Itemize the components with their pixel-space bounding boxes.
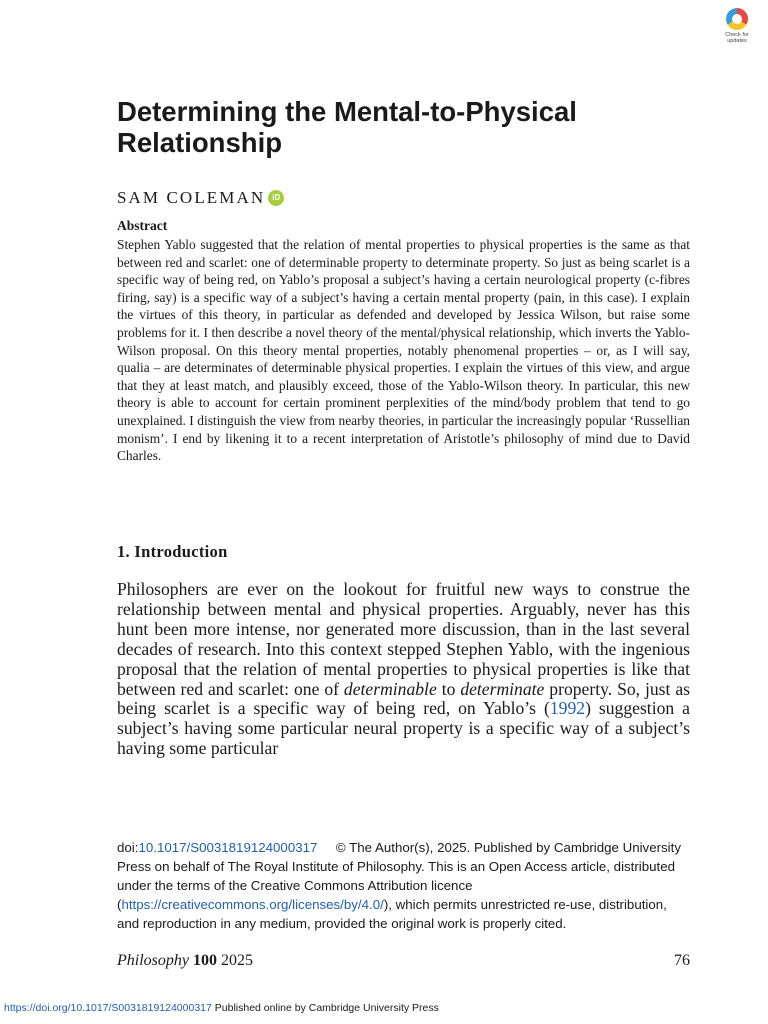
introduction-paragraph <box>117 580 690 759</box>
check-for-updates-label <box>717 32 757 44</box>
published-online-bar <box>4 1002 439 1014</box>
intro-text-3: property. So, just as being scarlet is a specific way of being red, on Yablo’s ( <box>117 678 690 719</box>
abstract-heading: Abstract <box>117 218 168 233</box>
doi-url-link[interactable]: https://doi.org/10.1017/S0031819124000317 <box>4 1002 212 1014</box>
intro-text-1: Philosophers are ever on the lookout for fruitful new ways to construe the relationship between mental and physical properties. Arguably, never has this hunt been more intense, nor generated more discussion, than in the last several decades of research. Into this context stepped Stephen Yablo, with the ingenious proposal that the relation of mental properties to physical properties is like that between red and scarlet: one of <box>117 579 690 699</box>
author-line <box>117 188 284 208</box>
paper-title: Determining the Mental-to-Physical Relationship <box>117 96 577 158</box>
check-for-updates-icon <box>726 8 748 30</box>
doi-prefix: doi: <box>117 840 139 855</box>
journal-year: 2025 <box>221 952 253 969</box>
section-heading-introduction: 1. Introduction <box>117 542 228 561</box>
citation-link-1992[interactable]: 1992 <box>549 698 586 719</box>
published-online-text: Published online by Cambridge University Press <box>211 1002 439 1014</box>
journal-volume: 100 <box>193 952 217 969</box>
check-for-updates-line2: updates <box>727 38 747 44</box>
author-name[interactable]: SAM COLEMAN <box>117 188 266 207</box>
journal-info <box>117 952 253 970</box>
intro-text-4: ) suggestion a subject’s having some particular neural property is a specific way of a subject’s having some particular <box>117 698 690 759</box>
check-for-updates-line1: Check for <box>725 32 749 38</box>
license-link[interactable]: https://creativecommons.org/licenses/by/4.0/ <box>121 897 384 912</box>
journal-citation-line <box>117 952 690 970</box>
abstract-text: Stephen Yablo suggested that the relation of mental properties to physical properties is the same as that between red and scarlet: one of determinable property to determinate property. So just as being scarlet is a specific way of being red, on Yablo’s proposal a subject’s having a certain neurological property (c-fibres firing, say) is a specific way of a subject’s having a certain mental property (pain, in this case). I explain the virtues of this theory, in particular as defended and developed by Jessica Wilson, but raise some problems for it. I then describe a novel theory of the mental/physical relationship, which inverts the Yablo-Wilson proposal. On this theory mental properties, notably phenomenal properties – or, as I will say, qualia – are determinates of determinable physical properties. I explain the virtues of this view, and argue that they at least match, and plausibly exceed, those of the Yablo-Wilson theory. In particular, this new theory is able to account for certain prominent perplexities of the mind/body problem that tend to go unexplained. I distinguish the view from nearby theories, in particular the increasingly popular ‘Russellian monism’. I end by likening it to a recent interpretation of Aristotle’s philosophy of mind due to David Charles. <box>117 237 690 464</box>
copyright-text: © The Author(s), 2025. Published by Cambridge University Press on behalf of The Royal Institute of Philosophy. This is an Open Access article, distributed under the terms of the Creative Commons Attribution licence ( <box>117 840 685 912</box>
intro-emphasis-determinate: determinate <box>460 678 545 699</box>
orcid-icon[interactable]: iD <box>268 190 284 206</box>
doi-link[interactable]: 10.1017/S0031819124000317 <box>138 840 318 855</box>
copyright-text-rest: ), which permits unrestricted re-use, distribution, and reproduction in any medium, provided the original work is properly cited. <box>117 897 667 931</box>
journal-name: Philosophy <box>117 952 189 969</box>
check-for-updates-badge[interactable] <box>717 8 757 46</box>
intro-text-2: to <box>436 678 461 699</box>
copyright-note <box>117 838 692 933</box>
page-number: 76 <box>674 952 690 969</box>
intro-emphasis-determinable: determinable <box>343 678 437 699</box>
